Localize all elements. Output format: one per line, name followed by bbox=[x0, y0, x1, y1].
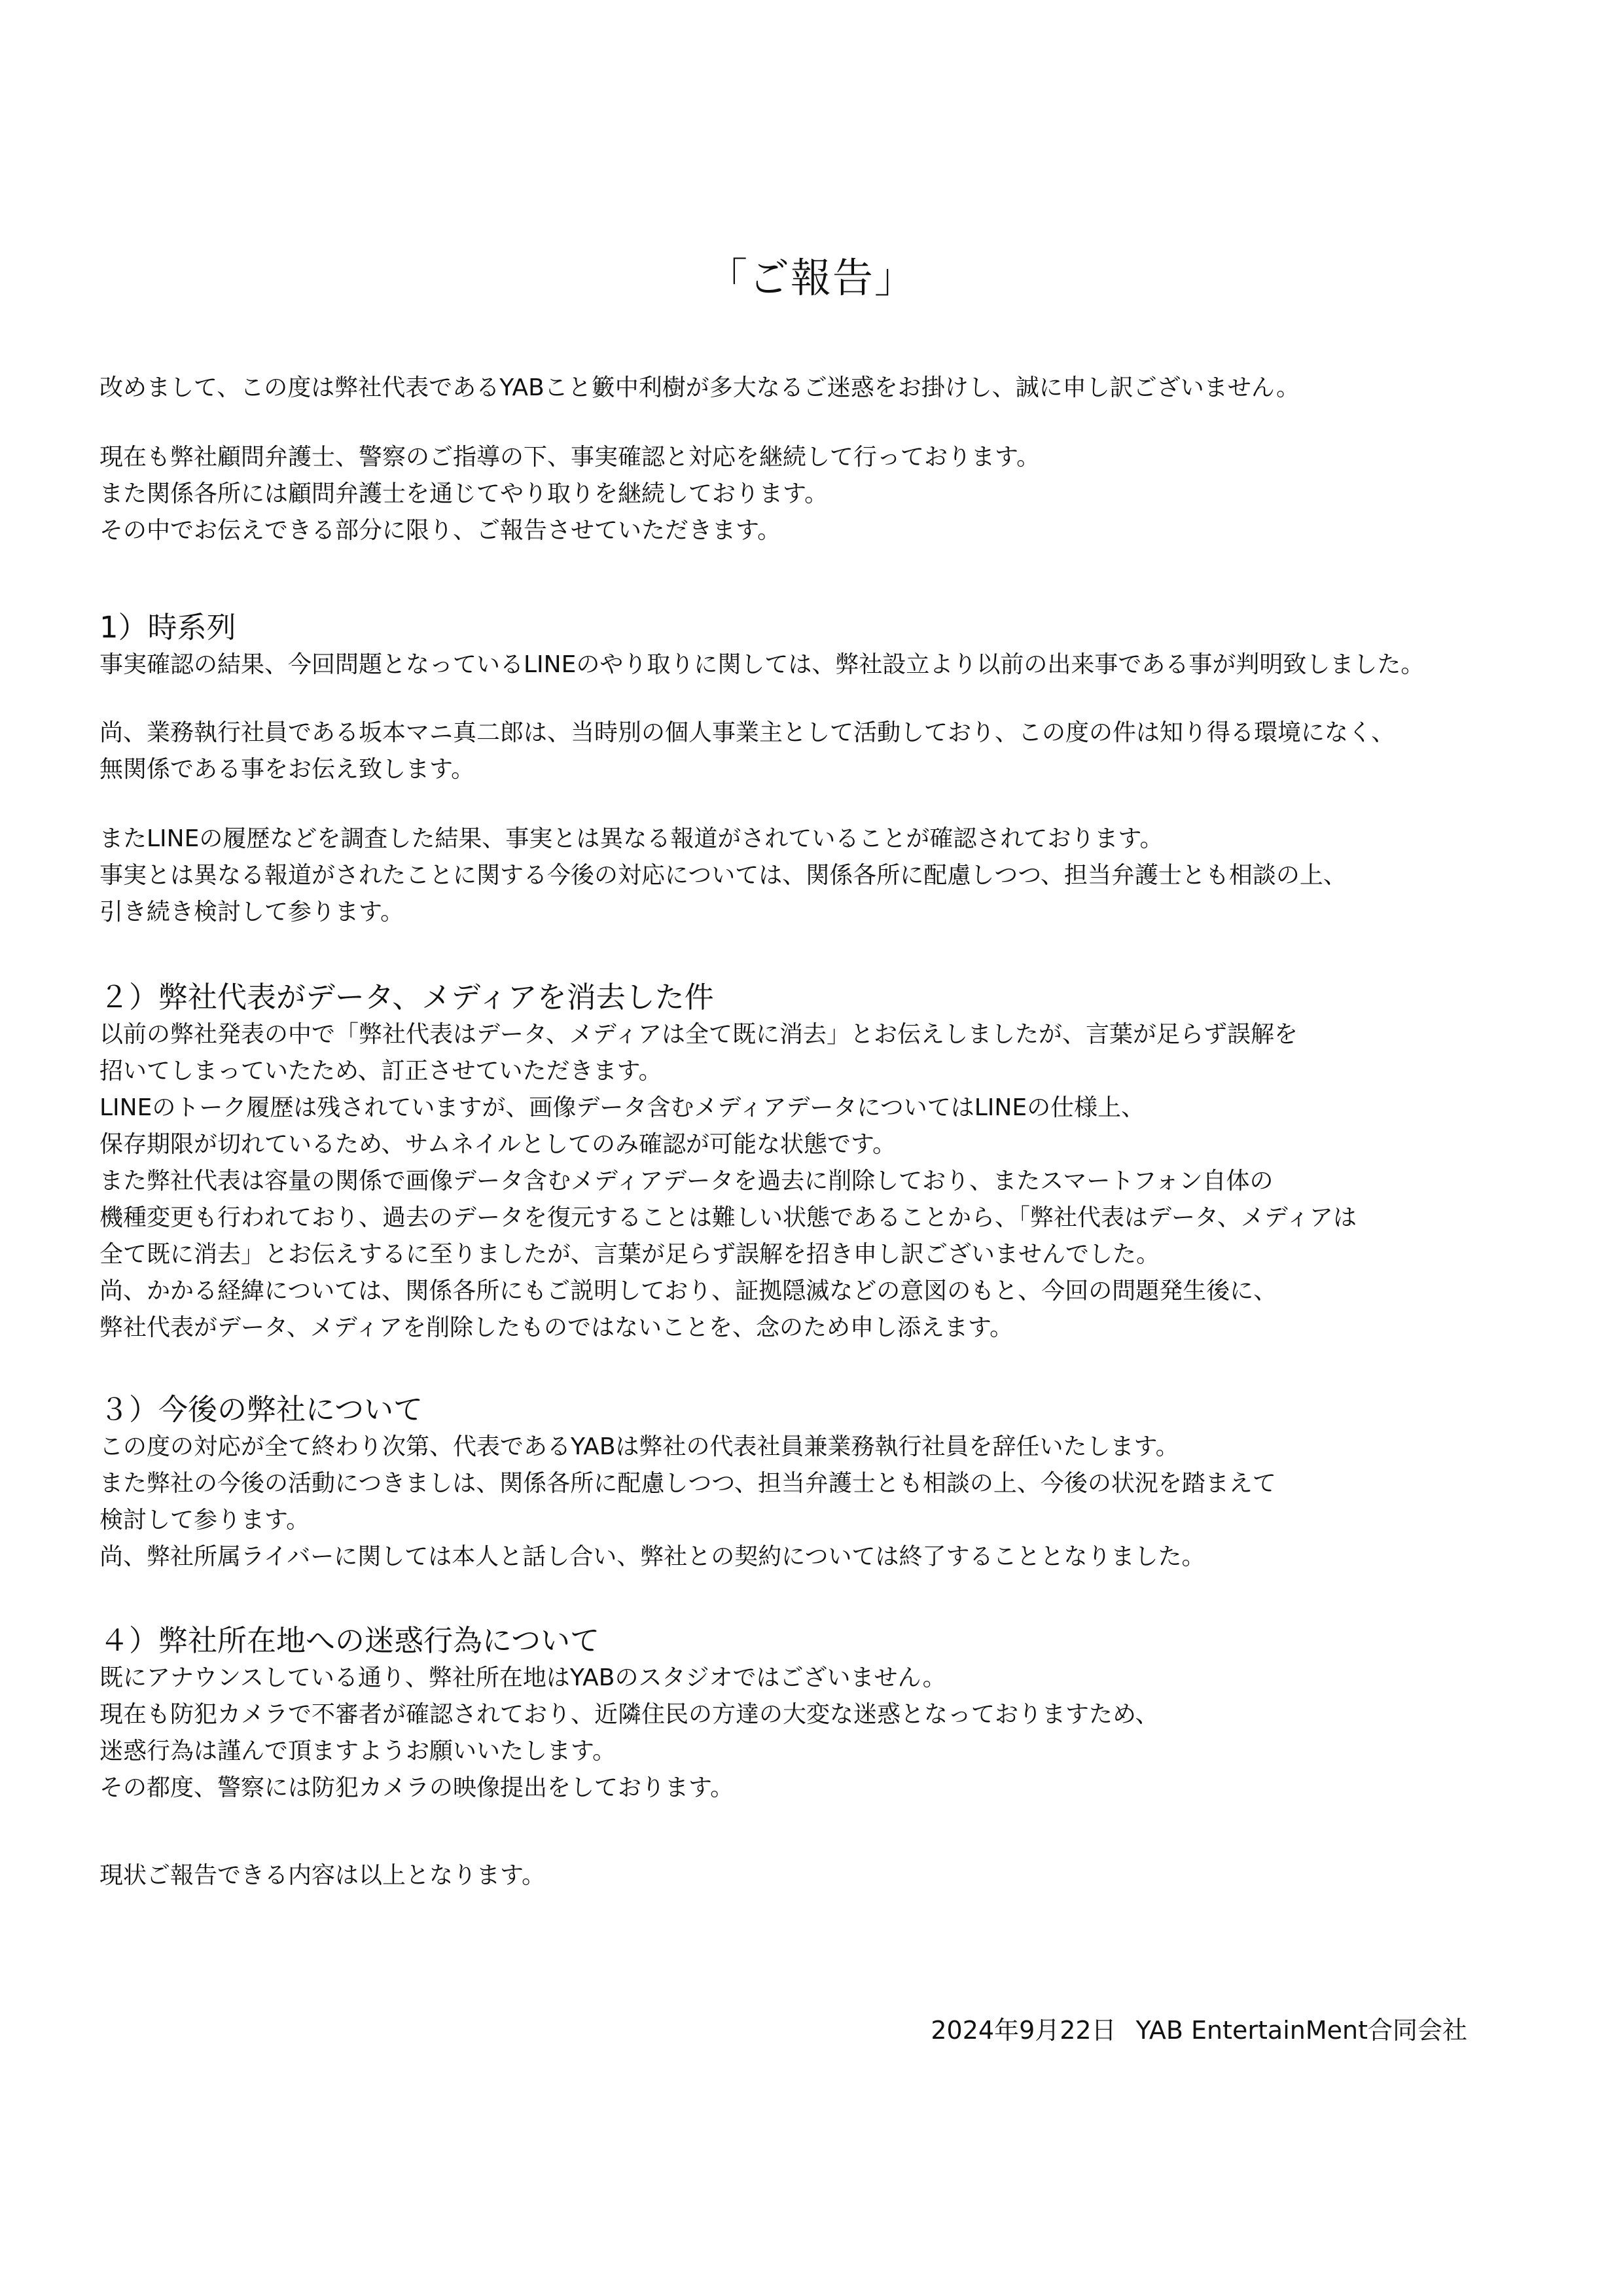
section-future-line: この度の対応が全て終わり次第、代表であるYABは弊社の代表社員兼業務執行社員を辞任いたします。 bbox=[99, 1433, 1179, 1460]
footer-company: YAB EntertainMent合同会社 bbox=[1135, 2016, 1467, 2045]
section-data-deletion-line: 招いてしまっていたため、訂正させていただきます。 bbox=[99, 1058, 662, 1085]
intro-paragraph bbox=[99, 439, 1552, 549]
section-data-deletion-line: 尚、かかる経緯については、関係各所にもご説明しており、証拠隠滅などの意図のもと、今回の問題発生後に、 bbox=[99, 1278, 1277, 1304]
section-timeline-line: 事実とは異なる報道がされたことに関する今後の対応については、関係各所に配慮しつつ、担当弁護士とも相談の上、 bbox=[99, 862, 1347, 889]
footer-date: 2024年9月22日 bbox=[931, 2016, 1116, 2045]
section-timeline-line: 尚、業務執行社員である坂本マニ真二郎は、当時別の個人事業主として活動しており、この度の件は知り得る環境になく、 bbox=[99, 719, 1395, 746]
closing-line: 現状ご報告できる内容は以上となります。 bbox=[99, 1862, 546, 1889]
section-nuisance-heading: ４）弊社所在地への迷惑行為について bbox=[99, 1623, 600, 1658]
section-nuisance-line: その都度、警察には防犯カメラの映像提出をしております。 bbox=[99, 1774, 734, 1801]
section-future-line: また弊社の今後の活動につきましは、関係各所に配慮しつつ、担当弁護士とも相談の上、今後の状況を踏まえて bbox=[99, 1470, 1276, 1497]
section-timeline-line: 引き続き検討して参ります。 bbox=[99, 899, 404, 925]
closing-statement bbox=[99, 1857, 1552, 1894]
section-future-line: 尚、弊社所属ライバーに関しては本人と話し合い、弊社との契約については終了することとなりました。 bbox=[99, 1543, 1205, 1570]
section-future-heading: ３）今後の弊社について bbox=[99, 1392, 423, 1427]
section-data-deletion-line: また弊社代表は容量の関係で画像データ含むメディアデータを過去に削除しており、またスマートフォン自体の bbox=[99, 1168, 1274, 1194]
section-timeline-paragraph-3 bbox=[99, 821, 1552, 931]
section-data-deletion-line: 全て既に消去」とお伝えするに至りましたが、言葉が足らず誤解を招き申し訳ございませんでした。 bbox=[99, 1241, 1160, 1268]
section-nuisance bbox=[99, 1622, 1552, 1806]
section-timeline bbox=[99, 609, 1552, 683]
section-nuisance-line: 既にアナウンスしている通り、弊社所在地はYABのスタジオではございません。 bbox=[99, 1664, 946, 1691]
section-data-deletion-line: LINEのトーク履歴は残されていますが、画像データ含むメディアデータについてはLINEの仕様上、 bbox=[99, 1094, 1145, 1121]
section-data-deletion-line: 弊社代表がデータ、メディアを削除したものではないことを、念のため申し添えます。 bbox=[99, 1314, 1014, 1341]
intro-apology-line: 改めまして、この度は弊社代表であるYABこと籔中利樹が多大なるご迷惑をお掛けし、誠に申し訳ございません。 bbox=[99, 374, 1300, 401]
section-timeline-line: またLINEの履歴などを調査した結果、事実とは異なる報道がされていることが確認されております。 bbox=[99, 825, 1164, 852]
section-future-line: 検討して参ります。 bbox=[99, 1507, 310, 1534]
section-timeline-line: 無関係である事をお伝え致します。 bbox=[99, 756, 475, 783]
section-data-deletion-heading: ２）弊社代表がデータ、メディアを消去した件 bbox=[99, 980, 714, 1014]
section-timeline-paragraph-2 bbox=[99, 715, 1552, 788]
document-title: 「ご報告」 bbox=[706, 254, 916, 302]
intro-line: また関係各所には顧問弁護士を通じてやり取りを継続しております。 bbox=[99, 480, 829, 507]
section-nuisance-line: 迷惑行為は謹んで頂ますようお願いいたします。 bbox=[99, 1738, 616, 1765]
section-data-deletion-line: 保存期限が切れているため、サムネイルとしてのみ確認が可能な状態です。 bbox=[99, 1131, 897, 1158]
signature-footer bbox=[654, 2012, 1467, 2049]
section-data-deletion bbox=[99, 978, 1552, 1346]
section-timeline-heading: 1）時系列 bbox=[99, 610, 236, 645]
section-future bbox=[99, 1391, 1552, 1575]
section-data-deletion-line: 機種変更も行われており、過去のデータを復元することは難しい状態であることから、「弊社代表はデータ、メディアは bbox=[99, 1204, 1357, 1231]
section-timeline-line: 事実確認の結果、今回問題となっているLINEのやり取りに関しては、弊社設立より以前の出来事である事が判明致しました。 bbox=[99, 651, 1425, 678]
section-nuisance-line: 現在も防犯カメラで不審者が確認されており、近隣住民の方達の大変な迷惑となっておりますため、 bbox=[99, 1701, 1159, 1728]
intro-line: その中でお伝えできる部分に限り、ご報告させていただきます。 bbox=[99, 517, 781, 544]
intro-apology bbox=[99, 370, 1552, 406]
intro-line: 現在も弊社顧問弁護士、警察のご指導の下、事実確認と対応を継続して行っております。 bbox=[99, 444, 1041, 471]
section-data-deletion-line: 以前の弊社発表の中で「弊社代表はデータ、メディアは全て既に消去」とお伝えしましたが、言葉が足らず誤解を bbox=[99, 1021, 1298, 1048]
